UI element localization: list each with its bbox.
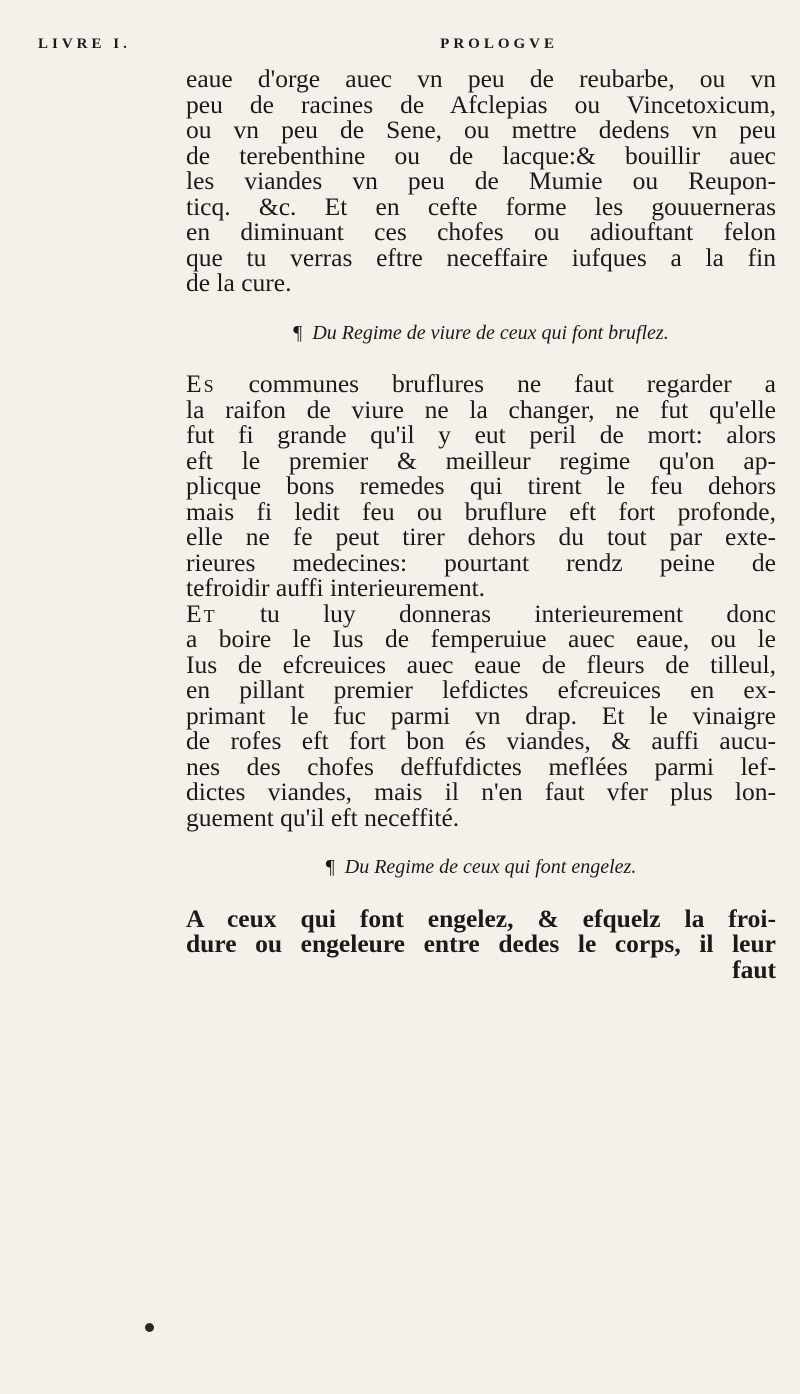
section-heading-frostbite <box>186 855 776 881</box>
text-line: eft le premier & meilleur regime qu'on ap- <box>186 445 776 475</box>
text-line: en pillant premier lefdictes efcreuices en ex- <box>186 675 776 704</box>
spacer <box>186 296 776 321</box>
spacer <box>186 881 776 906</box>
text-line: plicque bons remedes qui tirent le feu dehors <box>186 471 776 500</box>
running-head-title: PROLOGVE <box>440 36 558 52</box>
paragraph-initial: Et <box>186 598 217 628</box>
text-line: mais fi ledit feu ou bruflure eft fort profonde, <box>186 496 776 526</box>
text-line: en diminuant ces chofes ou adiouftant felon <box>186 217 776 246</box>
text-line: rieures medecines: pourtant rendz peine de <box>186 547 776 577</box>
spacer <box>186 346 776 371</box>
text-line <box>186 598 777 628</box>
text-line: dure ou engeleure entre dedes le corps, il leur <box>186 929 776 958</box>
text-line: ticq. &c. Et en cefte forme les gouuerneras <box>186 191 776 221</box>
section-heading-burns <box>186 321 776 347</box>
text-line: les viandes vn peu de Mumie ou Reupon- <box>186 166 776 195</box>
text-line: dictes viandes, mais il n'en faut vfer plus lon- <box>186 777 776 806</box>
text-line: eaue d'orge auec vn peu de reubarbe, ou vn <box>186 64 776 93</box>
spacer <box>186 830 776 855</box>
paragraph-opening: tu luy donneras interieurement donc <box>259 598 777 628</box>
body-text <box>186 66 776 982</box>
heading-text: Du Regime de ceux qui font engelez. <box>344 856 637 878</box>
text-line: A ceux qui font engelez, & efquelz la froi- <box>186 903 776 933</box>
text-line: elle ne fe peut tirer dehors du tout par exte- <box>186 522 776 551</box>
text-line: tefroidir auffi interieurement. <box>186 573 486 602</box>
text-line <box>186 371 776 397</box>
text-line: primant le fuc parmi vn drap. Et le vinaigre <box>186 700 776 730</box>
text-line: fut fi grande qu'il y eut peril de mort: alors <box>186 420 776 449</box>
text-line: a boire le Ius de femperuiue auec eaue, ou le <box>186 624 776 653</box>
pilcrow-mark: ¶ <box>325 856 335 878</box>
text-line: de rofes eft fort bon és viandes, & auffi aucu- <box>186 726 776 755</box>
text-line: Ius de efcreuices auec eaue de fleurs de tilleul, <box>186 649 776 679</box>
running-head <box>38 36 558 53</box>
ink-blot <box>145 1323 154 1332</box>
pilcrow-mark: ¶ <box>293 321 303 344</box>
text-line: de terebenthine ou de lacque:& bouillir auec <box>186 140 776 170</box>
catchword: faut <box>732 954 776 984</box>
text-line: guement qu'il eft neceffité. <box>186 802 460 832</box>
heading-text: Du Regime de viure de ceux qui font bruflez. <box>312 321 669 344</box>
text-line: nes des chofes deffufdictes meflées parmi lef- <box>186 751 776 781</box>
paragraph-opening: communes bruflures ne faut regarder a <box>248 369 776 398</box>
text-line: de la cure. <box>186 268 292 297</box>
text-line: peu de racines de Afclepias ou Vincetoxicum, <box>186 89 776 119</box>
text-line: que tu verras eftre neceffaire iufques a la fin <box>186 242 776 272</box>
text-line: ou vn peu de Sene, ou mettre dedens vn peu <box>186 115 776 144</box>
text-line: la raifon de viure ne la changer, ne fut qu'elle <box>186 394 776 424</box>
paragraph-initial: Es <box>186 369 216 398</box>
running-head-book: LIVRE I. <box>38 36 131 52</box>
